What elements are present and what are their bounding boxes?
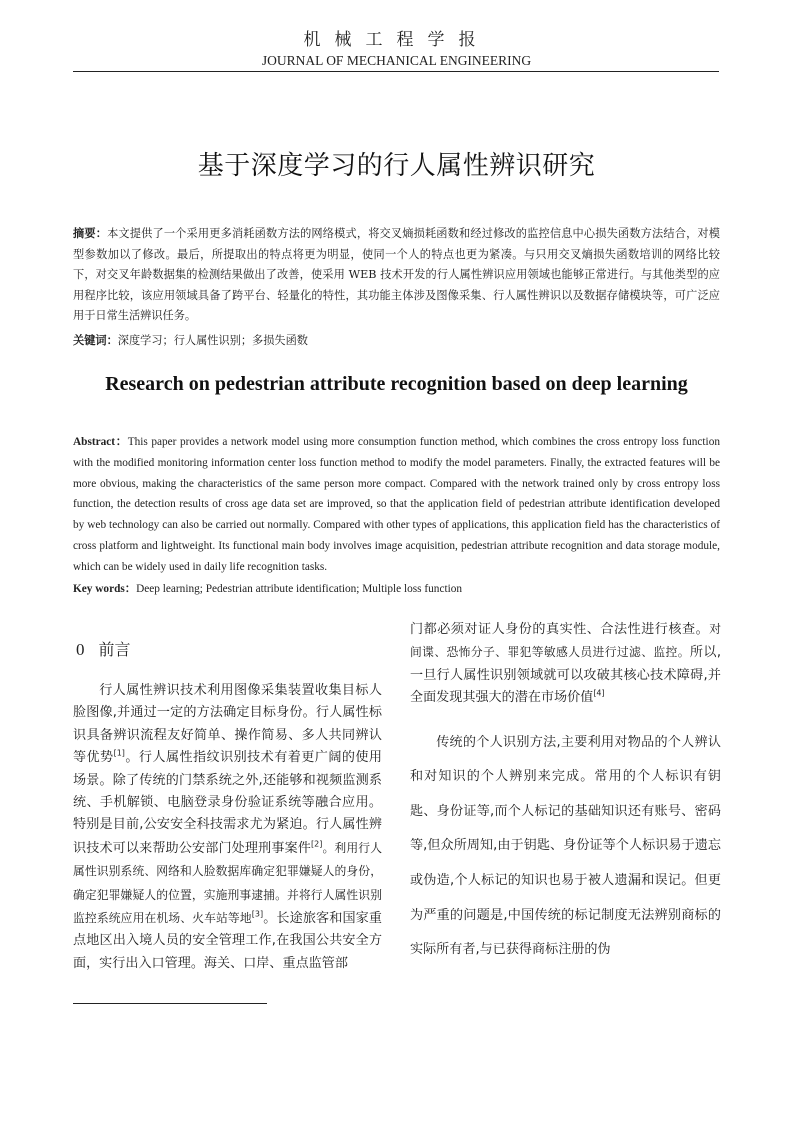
keywords-en-text: Deep learning; Pedestrian attribute identification; Multiple loss function [136,583,463,595]
body-text: 。长途旅客和国家重点地区出入境人员的安全管理工作,在我国公共安全方面，实行出入口管理。海关、口岸、重点监管部 [73,911,382,971]
citation-ref: [1] [113,748,125,758]
keywords-en-label: Key words： [73,583,137,595]
body-text: 对间谍、恐怖分子、罪犯等敏感人员进行过滤、监控。 [410,622,721,660]
body-text: 行人属性辨识技术利用图像采集装置收集目标人脸图像,并通过一定的方法确定目标身份。行人属性标识具备辨识流程友好简单、操作简易、多人共同辨认等优势 [73,683,382,766]
body-text: 。行人属性指纹识别技术有着更广阔的使用场景。除了传统的门禁系统之外,还能够和视频监测系统、手机解锁、电脑登录身份验证系统等融合应用。特别是目前,公安安全科技需求尤为紧迫。行人属性辨识技术可以来帮助公安部门处理刑事案件 [73,750,383,856]
citation-ref: [2] [311,839,323,849]
citation-ref: [4] [593,688,605,698]
abstract-cn [73,224,720,327]
body-paragraph [73,680,382,975]
journal-name-en: JOURNAL OF MECHANICAL ENGINEERING [261,53,532,68]
journal-name-cn: 机械工程学报 [303,30,490,50]
section-title: 前言 [98,640,131,659]
abstract-en-text: This paper provides a network model using more consumption function method, which combines the cross entropy loss function with the modified monitoring information center loss function method to modify the model parameters. Finally, the extracted features will be more obvious, making the characteristics of the same person more compact. Compared with the network trained only by cross entropy loss function, the detection results of cross age data set are improved, so that the application field of pedestrian attribute identification developed by web technology can also be carried out normally. Compared with other types of applications, this application field has the characteristics of cross platform and lightweight. Its functional main body involves image acquisition, pedestrian attribute recognition and data storage module, which can be widely used in daily life recognition tasks. [73,436,720,573]
header-rule [73,71,719,72]
body-left-column [73,680,382,975]
footnote-rule [73,1003,267,1004]
citation-ref: [3] [251,909,264,919]
section-heading [76,637,131,660]
abstract-cn-label: 摘要： [73,227,108,240]
section-number: 0 [76,640,85,659]
paper-title-cn: 基于深度学习的行人属性辨识研究 [197,151,596,181]
body-right-column [410,618,721,968]
abstract-en-label: Abstract： [73,436,128,448]
keywords-cn-text: 深度学习；行人属性识别；多损失函数 [117,334,308,347]
body-text: 门都必须对证人身份的真实性、合法性进行核查。 [410,622,710,637]
body-text: 所以,一旦行人属性识别领域就可以攻破其核心技术障碍,并全面发现其强大的潜在市场价值 [410,645,721,706]
keywords-cn [73,332,720,348]
abstract-en [73,432,720,578]
body-text: 。利用行人属性识别系统、网络和人脸数据库确定犯罪嫌疑人的身份，确定犯罪嫌疑人的位置，实施刑事逮捕。并将行人属性识别监控系统应用在机场、火车站等地 [73,840,382,926]
body-paragraph: 传统的个人识别方法,主要利用对物品的个人辨认和对知识的个人辨别来完成。常用的个人标识有钥匙、身份证等,而个人标记的基础知识还有账号、密码等,但众所周知,由于钥匙、身份证等个人标识易于遗忘或伪造,个人标记的知识也易于被人遗漏和误记。但更为严重的问题是,中国传统的标记制度无法辨别商标的实际所有者,与已获得商标注册的伪 [410,734,721,958]
keywords-cn-label: 关键词： [73,334,118,347]
abstract-cn-text: 本文提供了一个采用更多消耗函数方法的网络模式，将交叉熵损耗函数和经过修改的监控信息中心损失函数方法结合，对模型参数加以了修改。最后，所提取出的特点将更为明显，使同一个人的特点也更为紧凑。与只用交叉熵损失函数培训的网络比较下，对交叉年龄数据集的检测结果做出了改善，使采用 WEB 技术开发的行人属性辨识应用领域也能够正常进行。与其他类型的应用程序比较，该应用领域具备了跨平台、轻量化的特性，其功能主体涉及图像采集、行人属性辨识以及数据存储模块等，可广泛应用于日常生活辨识任务。 [73,227,720,323]
paper-title-en: Research on pedestrian attribute recognition based on deep learning [105,373,688,395]
keywords-en [73,580,720,596]
body-paragraph [410,618,721,710]
